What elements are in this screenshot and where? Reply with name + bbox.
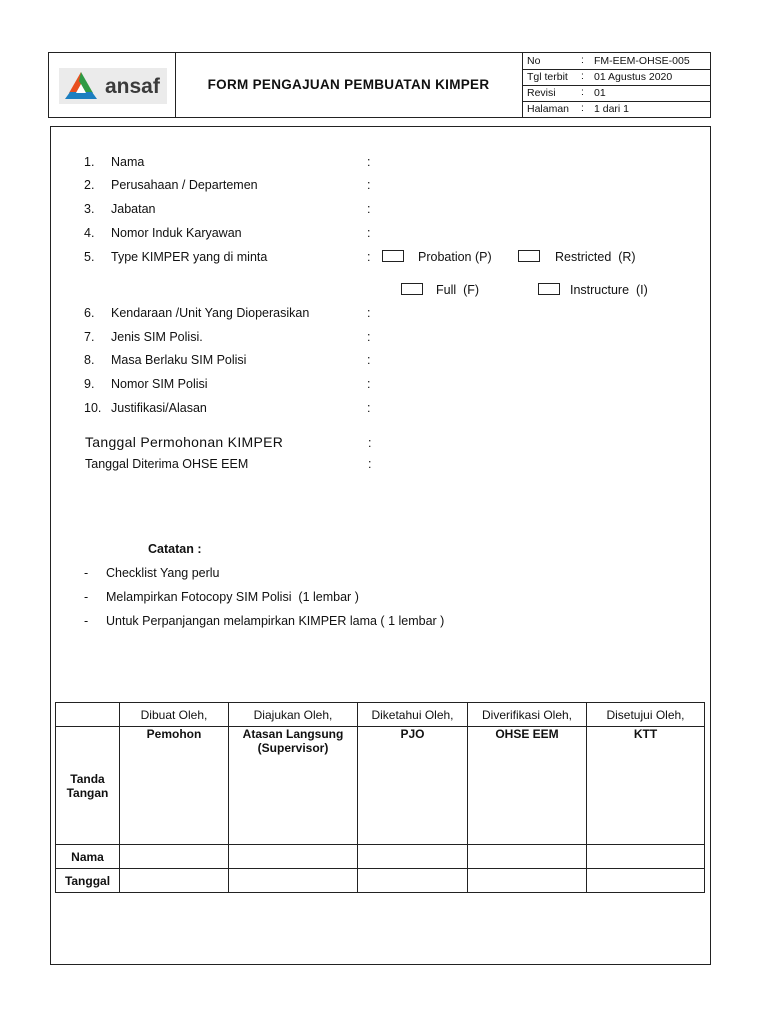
signature-header-row — [56, 703, 705, 727]
field-colon: : — [367, 401, 371, 415]
checkbox-label-instructure: Instructure (I) — [570, 283, 648, 297]
catatan-bullet: - — [84, 590, 89, 604]
field-number: 7. — [84, 330, 95, 344]
field-number: 10. — [84, 401, 102, 415]
form-title: FORM PENGAJUAN PEMBUATAN KIMPER — [207, 77, 490, 92]
nama-cell[interactable] — [229, 845, 358, 869]
logo-cell — [49, 53, 176, 117]
field-number: 6. — [84, 306, 95, 320]
meta-colon: : — [581, 86, 584, 98]
meta-value: 01 — [594, 87, 606, 99]
checkbox-label-probation: Probation (P) — [418, 250, 492, 264]
meta-row-no — [522, 53, 710, 70]
role-ktt[interactable]: KTT — [587, 727, 705, 845]
signature-row — [56, 727, 705, 845]
meta-key: No — [527, 55, 541, 67]
meta-key: Halaman — [527, 103, 570, 115]
empty-cell — [56, 703, 120, 727]
tanggal-permohonan-label: Tanggal Permohonan KIMPER — [85, 434, 284, 450]
header-dibuat: Dibuat Oleh, — [120, 703, 229, 727]
field-colon: : — [367, 202, 371, 216]
nama-cell[interactable] — [468, 845, 587, 869]
field-colon: : — [367, 353, 371, 367]
meta-row-halaman — [522, 101, 710, 117]
field-colon: : — [368, 457, 372, 471]
nama-cell[interactable] — [358, 845, 468, 869]
field-label-kendaraan: Kendaraan /Unit Yang Dioperasikan — [111, 306, 310, 320]
company-logo — [59, 68, 167, 104]
catatan-item: Untuk Perpanjangan melampirkan KIMPER lama ( 1 lembar ) — [106, 614, 445, 628]
meta-value: FM-EEM-OHSE-005 — [594, 55, 690, 67]
header-diverifikasi: Diverifikasi Oleh, — [468, 703, 587, 727]
header-diketahui: Diketahui Oleh, — [358, 703, 468, 727]
nama-cell[interactable] — [120, 845, 229, 869]
field-number: 1. — [84, 155, 95, 169]
field-label-type-kimper: Type KIMPER yang di minta — [111, 250, 268, 264]
meta-key: Revisi — [527, 87, 556, 99]
meta-colon: : — [581, 102, 584, 114]
row-label-nama: Nama — [56, 845, 120, 869]
catatan-title: Catatan : — [148, 542, 202, 556]
catatan-item: Checklist Yang perlu — [106, 566, 220, 580]
field-colon: : — [367, 155, 371, 169]
title-cell — [175, 53, 523, 117]
role-ohse-eem[interactable]: OHSE EEM — [468, 727, 587, 845]
nama-cell[interactable] — [587, 845, 705, 869]
field-number: 4. — [84, 226, 95, 240]
form-header — [48, 52, 711, 118]
tanggal-cell[interactable] — [229, 869, 358, 893]
meta-key: Tgl terbit — [527, 71, 568, 83]
tanggal-cell[interactable] — [587, 869, 705, 893]
logo-text: ansaf — [105, 75, 160, 98]
checkbox-label-full: Full (F) — [436, 283, 480, 297]
logo-mark-icon — [63, 71, 99, 101]
checkbox-full[interactable] — [401, 283, 423, 295]
field-label-perusahaan: Perusahaan / Departemen — [111, 178, 258, 192]
field-label-jabatan: Jabatan — [111, 202, 156, 216]
field-label-justifikasi: Justifikasi/Alasan — [111, 401, 207, 415]
field-label-jenis-sim: Jenis SIM Polisi. — [111, 330, 203, 344]
field-label-nik: Nomor Induk Karyawan — [111, 226, 242, 240]
header-disetujui: Disetujui Oleh, — [587, 703, 705, 727]
tanggal-cell[interactable] — [120, 869, 229, 893]
field-label-nama: Nama — [111, 155, 145, 169]
field-number: 8. — [84, 353, 95, 367]
tanggal-row — [56, 869, 705, 893]
meta-colon: : — [581, 70, 584, 82]
nama-row — [56, 845, 705, 869]
field-colon: : — [367, 330, 371, 344]
field-colon: : — [367, 178, 371, 192]
header-diajukan: Diajukan Oleh, — [229, 703, 358, 727]
field-number: 2. — [84, 178, 95, 192]
catatan-item: Melampirkan Fotocopy SIM Polisi (1 lembar ) — [106, 590, 359, 604]
checkbox-restricted[interactable] — [518, 250, 540, 262]
role-pjo[interactable]: PJO — [358, 727, 468, 845]
catatan-bullet: - — [84, 614, 89, 628]
field-number: 3. — [84, 202, 95, 216]
tanggal-diterima-label: Tanggal Diterima OHSE EEM — [85, 457, 249, 471]
field-number: 5. — [84, 250, 95, 264]
meta-value: 01 Agustus 2020 — [594, 71, 673, 83]
meta-row-tgl-terbit — [522, 69, 710, 86]
row-label-tanggal: Tanggal — [56, 869, 120, 893]
field-colon: : — [367, 306, 371, 320]
meta-colon: : — [581, 54, 584, 66]
field-colon: : — [368, 436, 372, 450]
field-colon: : — [367, 377, 371, 391]
document-meta — [522, 53, 710, 117]
meta-value: 1 dari 1 — [594, 103, 630, 115]
field-label-nomor-sim: Nomor SIM Polisi — [111, 377, 208, 391]
checkbox-probation[interactable] — [382, 250, 404, 262]
checkbox-label-restricted: Restricted (R) — [555, 250, 636, 264]
role-atasan-langsung[interactable]: Atasan Langsung (Supervisor) — [229, 727, 358, 845]
signature-table — [55, 702, 705, 893]
checkbox-instructure[interactable] — [538, 283, 560, 295]
field-number: 9. — [84, 377, 95, 391]
field-label-masa-berlaku: Masa Berlaku SIM Polisi — [111, 353, 247, 367]
row-label-tanda-tangan: Tanda Tangan — [56, 727, 120, 845]
field-colon: : — [367, 250, 371, 264]
catatan-bullet: - — [84, 566, 89, 580]
role-pemohon[interactable]: Pemohon — [120, 727, 229, 845]
field-colon: : — [367, 226, 371, 240]
tanggal-cell[interactable] — [358, 869, 468, 893]
meta-row-revisi — [522, 85, 710, 102]
tanggal-cell[interactable] — [468, 869, 587, 893]
